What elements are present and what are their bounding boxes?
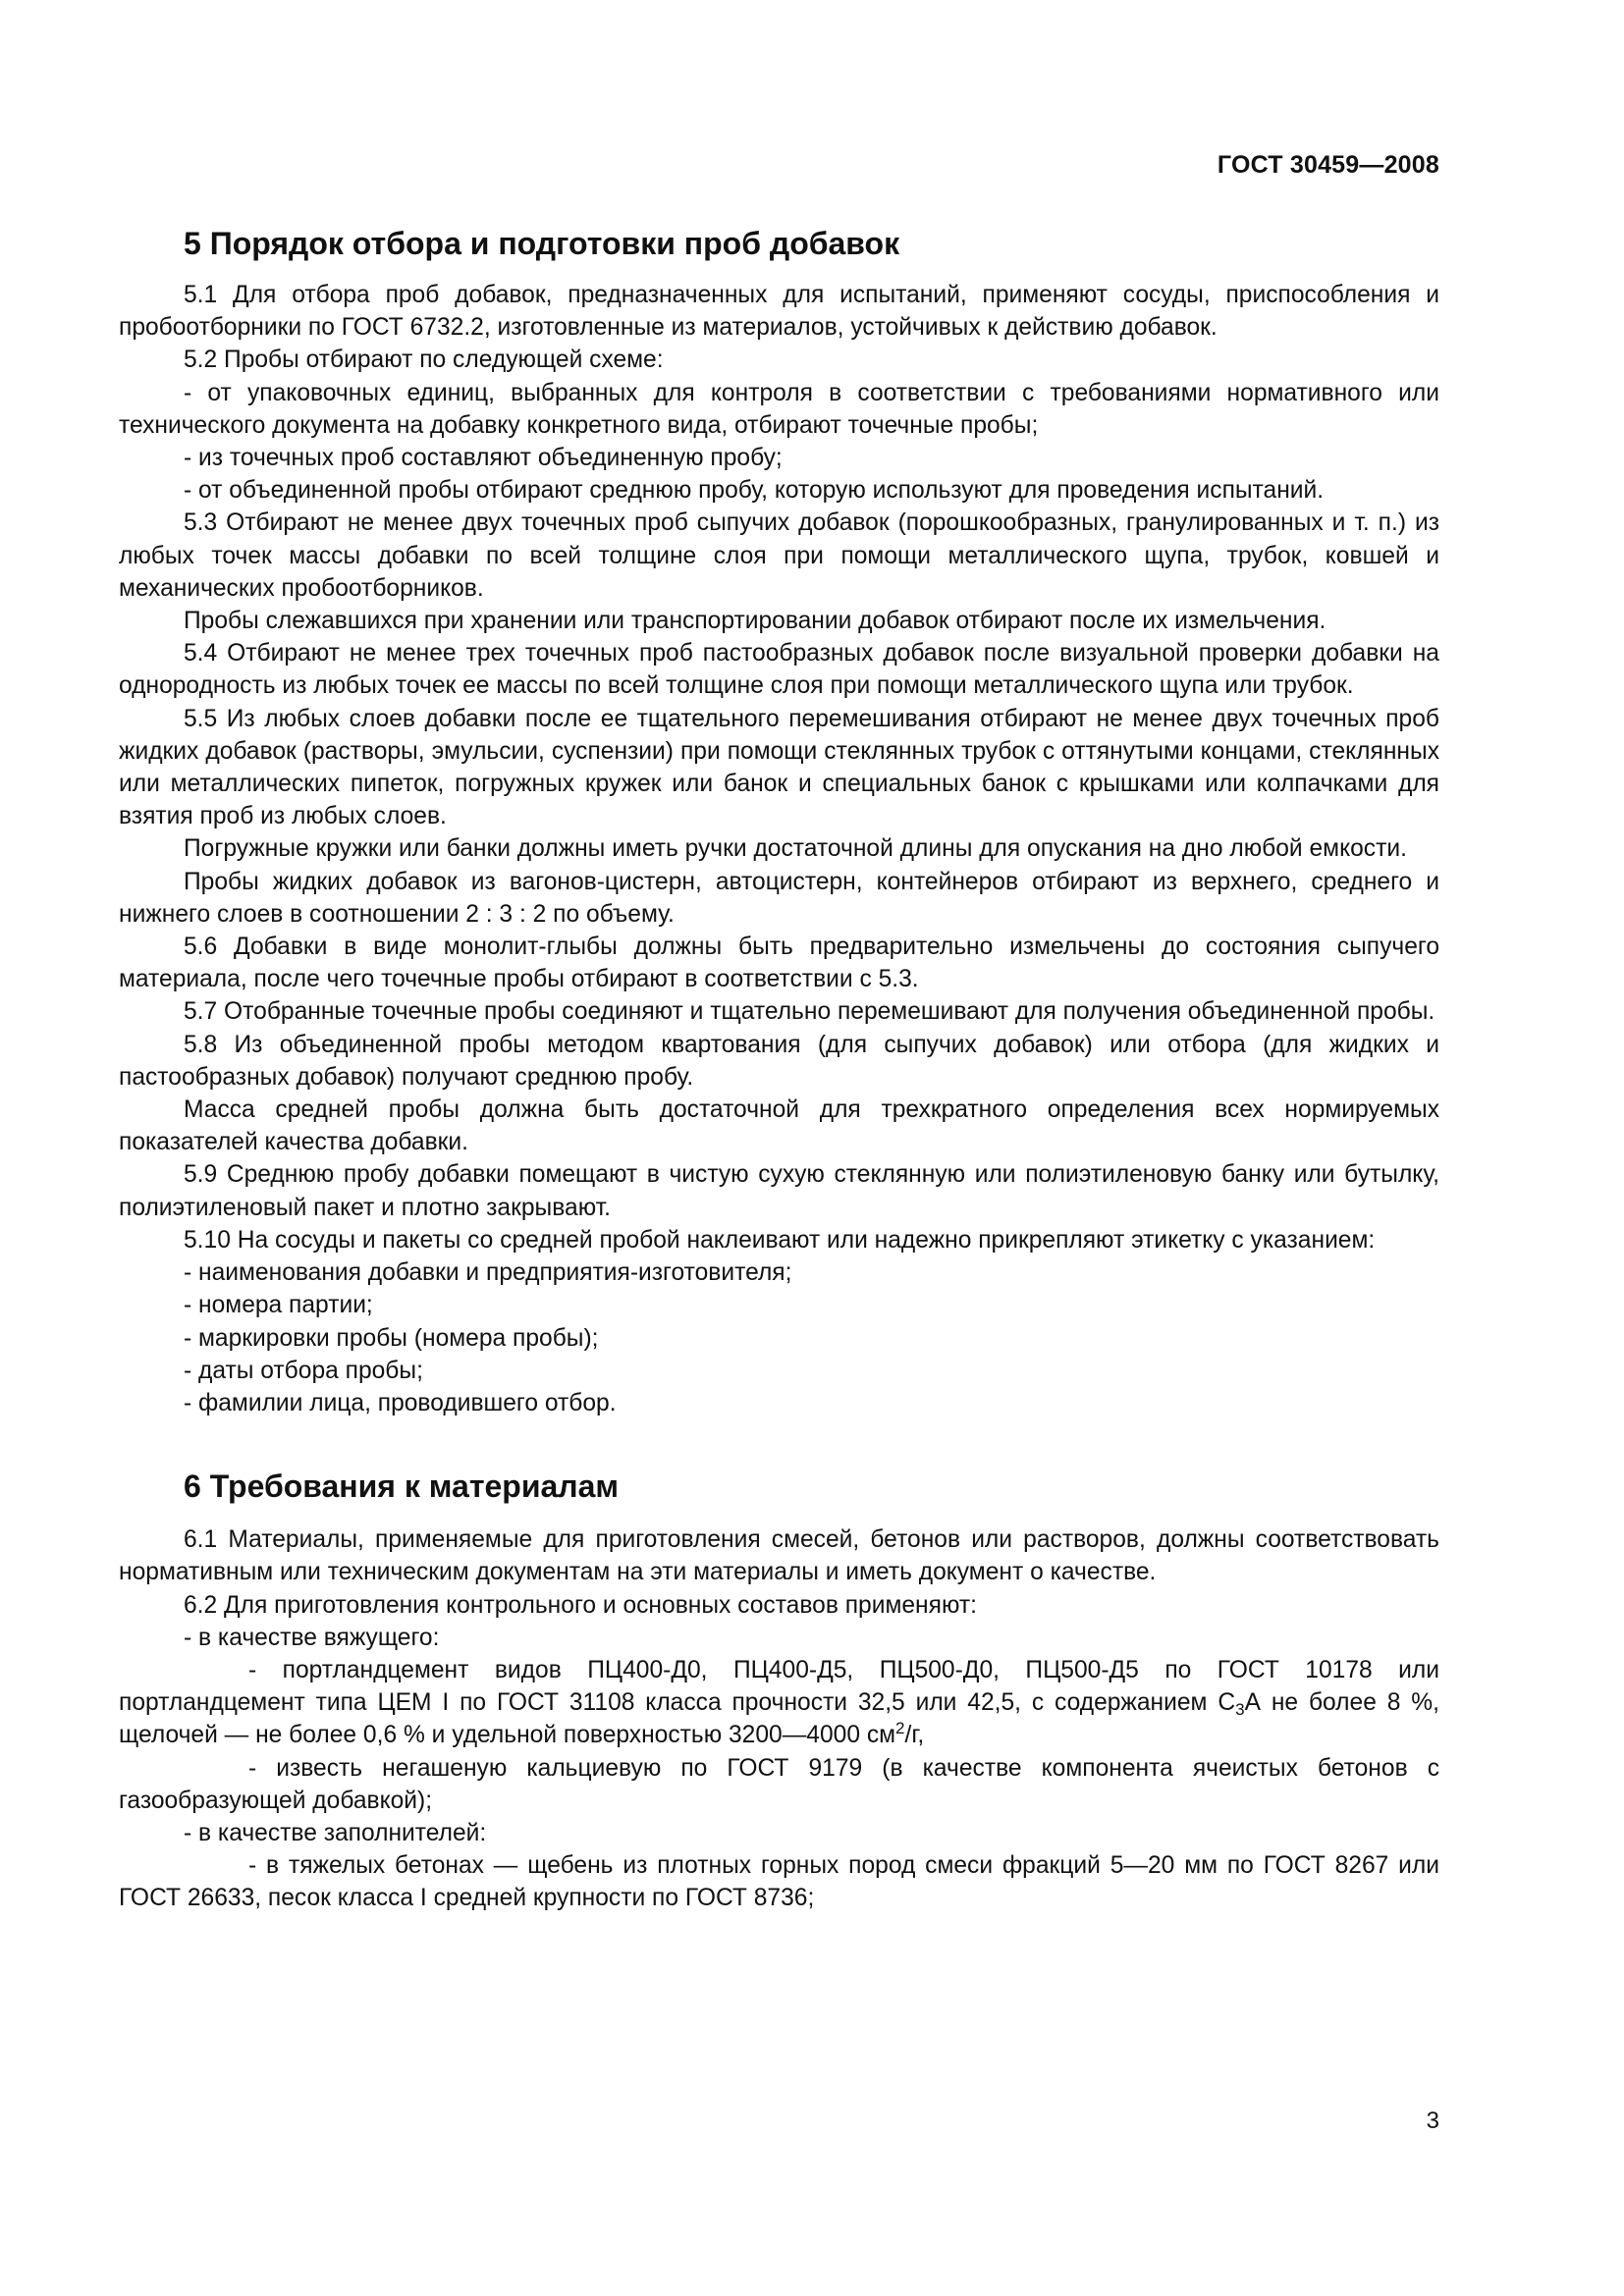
list-item: - в тяжелых бетонах — щебень из плотных горных пород смеси фракций 5—20 мм по ГОСТ 8267 или ГОСТ 26633, песок класса I средней крупности по ГОСТ 8736; — [119, 1852, 1439, 1912]
running-head: ГОСТ 30459—2008 — [1217, 151, 1439, 179]
list-item: - маркировки пробы (номера пробы); — [184, 1324, 599, 1352]
list-item: - в качестве заполнителей: — [184, 1819, 487, 1846]
paragraph-5-7: 5.7 Отобранные точечные пробы соединяют и тщательно перемешивают для получения объединенной пробы. — [184, 998, 1435, 1026]
cement-text-a: - портландцемент видов ПЦ400-Д0, ПЦ400-Д5, ПЦ500-Д0, ПЦ500-Д5 по ГОСТ 10178 или портландцемент типа ЦЕМ I по ГОСТ 31108 класса прочности 32,5 или 42,5, с содержанием С — [119, 1656, 1439, 1717]
list-item: - даты отбора пробы; — [184, 1357, 423, 1384]
paragraph-5-2: 5.2 Пробы отбирают по следующей схеме: — [184, 347, 664, 374]
cement-text-b: А не более 8 %, щелочей — не более 0,6 % и удельной поверхностью 3200—4000 см — [119, 1689, 1439, 1749]
paragraph-5-4: 5.4 Отбирают не менее трех точечных проб пастообразных добавок после визуальной проверки добавки на однородность из любых точек ее массы по всей толщине слоя при помощи металлического щупа или трубок. — [119, 640, 1439, 700]
superscript-2: 2 — [895, 1719, 905, 1738]
list-item: - известь негашеную кальциевую по ГОСТ 9179 (в качестве компонента ячеистых бетонов с газообразующей добавкой); — [119, 1754, 1439, 1814]
paragraph-6-2: 6.2 Для приготовления контрольного и основных составов применяют: — [184, 1591, 977, 1619]
paragraph: Пробы слежавшихся при хранении или транспортировании добавок отбирают после их измельчения. — [184, 608, 1326, 635]
paragraph-5-1: 5.1 Для отбора проб добавок, предназначенных для испытаний, применяют сосуды, приспособления и пробоотборники по ГОСТ 6732.2, изготовленные из материалов, устойчивых к действию добавок. — [119, 282, 1439, 342]
list-item-cement — [119, 1654, 1439, 1752]
section-6-heading: 6 Требования к материалам — [184, 1468, 620, 1505]
list-item: - из точечных проб составляют объединенную пробу; — [184, 445, 783, 472]
list-item: - номера партии; — [184, 1292, 373, 1319]
list-item: - фамилии лица, проводившего отбор. — [184, 1389, 617, 1416]
subscript-3: 3 — [1235, 1700, 1245, 1720]
list-item: - от объединенной пробы отбирают среднюю пробу, которую используют для проведения испытаний. — [184, 477, 1325, 505]
section-5-heading: 5 Порядок отбора и подготовки проб добавок — [184, 226, 900, 261]
paragraph: Масса средней пробы должна быть достаточной для трехкратного определения всех нормируемых показателей качества добавки. — [119, 1096, 1439, 1156]
list-item: - от упаковочных единиц, выбранных для контроля в соответствии с требованиями нормативного или технического документа на добавку конкретного вида, отбирают точечные пробы; — [119, 379, 1439, 439]
paragraph: Пробы жидких добавок из вагонов-цистерн, автоцистерн, контейнеров отбирают из верхнего, среднего и нижнего слоев в соотношении 2 : 3 : 2 по объему. — [119, 868, 1439, 928]
paragraph-5-9: 5.9 Среднюю пробу добавки помещают в чистую сухую стеклянную или полиэтиленовую банку или бутылку, полиэтиленовый пакет и плотно закрывают. — [119, 1161, 1439, 1221]
cement-text-c: /г, — [904, 1722, 925, 1749]
page-number: 3 — [1426, 2108, 1439, 2134]
paragraph-5-3: 5.3 Отбирают не менее двух точечных проб сыпучих добавок (порошкообразных, гранулированных и т. п.) из любых точек массы добавки по всей толщине слоя при помощи металлического щупа, трубок, ковшей и механических пробоотборников. — [119, 509, 1439, 602]
paragraph-5-8: 5.8 Из объединенной пробы методом квартования (для сыпучих добавок) или отбора (для жидких и пастообразных добавок) получают среднюю пробу. — [119, 1031, 1439, 1091]
list-item: - в качестве вяжущего: — [184, 1624, 440, 1651]
paragraph-5-5: 5.5 Из любых слоев добавки после ее тщательного перемешивания отбирают не менее двух точечных проб жидких добавок (растворы, эмульсии, суспензии) при помощи стеклянных трубок с оттянутыми концами, стеклянных или металлических пипеток, погружных кружек или банок и специальных банок с крышками или колпачками для взятия проб из любых слоев. — [119, 705, 1439, 830]
paragraph-5-10: 5.10 На сосуды и пакеты со средней пробой наклеивают или надежно прикрепляют этикетку с указанием: — [184, 1226, 1376, 1254]
list-item: - наименования добавки и предприятия-изготовителя; — [184, 1259, 792, 1287]
paragraph-5-6: 5.6 Добавки в виде монолит-глыбы должны быть предварительно измельчены до состояния сыпучего материала, после чего точечные пробы отбирают в соответствии с 5.3. — [119, 934, 1439, 993]
paragraph: Погружные кружки или банки должны иметь ручки достаточной длины для опускания на дно любой емкости. — [184, 835, 1407, 863]
paragraph-6-1: 6.1 Материалы, применяемые для приготовления смесей, бетонов или растворов, должны соответствовать нормативным или техническим документам на эти материалы и иметь документ о качестве. — [119, 1526, 1439, 1586]
